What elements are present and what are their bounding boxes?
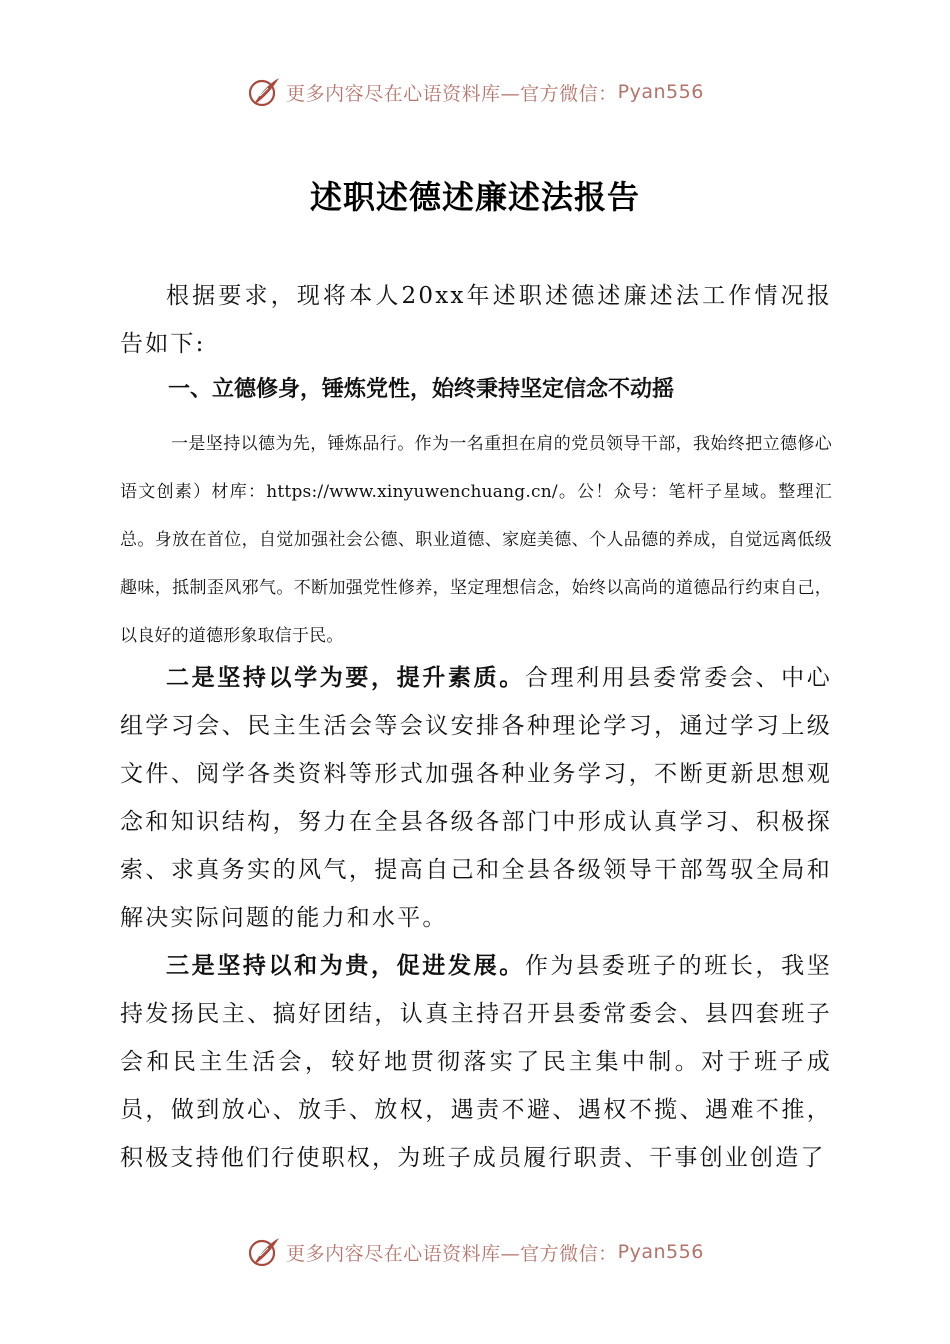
section-heading-1: 一、立德修身，锤炼党性，始终秉持坚定信念不动摇	[168, 377, 675, 402]
paragraph-2-lead: 二是坚持以学为要，提升素质。	[166, 664, 525, 691]
feather-pen-circle-icon	[246, 74, 282, 110]
banner-wechat-id: Pyan556	[617, 81, 704, 103]
paragraph-2-body: 合理利用县委常委会、中心组学习会、民主生活会等会议安排各种理论学习，通过学习上级文件、阅学各类资料等形式加强各种业务学习，不断更新思想观念和知识结构，努力在全县各级各部门中形成认真学习、积极探索、求真务实的风气，提高自己和全县各级领导干部驾驭全局和解决实际问题的能力和水平。	[120, 665, 832, 931]
para1-block	[120, 420, 832, 660]
paragraph-3-lead: 三是坚持以和为贵，促进发展。	[166, 952, 525, 979]
paragraph-2	[120, 654, 832, 942]
intro-paragraph: 根据要求，现将本人20xx年述职述德述廉述法工作情况报告如下:	[120, 283, 832, 357]
para3-block	[120, 942, 832, 1182]
document-title: 述职述德述廉述法报告	[309, 178, 640, 216]
feather-pen-circle-icon	[246, 1234, 282, 1270]
header-banner	[0, 72, 950, 112]
banner-text: 更多内容尽在心语资料库—官方微信：	[286, 1242, 618, 1265]
para2-block	[120, 654, 832, 942]
banner-text: 更多内容尽在心语资料库—官方微信：	[286, 82, 618, 105]
paragraph-3	[120, 942, 832, 1182]
footer-banner	[0, 1232, 950, 1272]
banner-wechat-id: Pyan556	[617, 1241, 704, 1263]
paragraph-1: 一是坚持以德为先，锤炼品行。作为一名重担在肩的党员领导干部，我始终把立德修心语文创素）材库：https://www.xinyuwenchuang.cn/。公！众号：笔杆子星域。整理汇总。身放在首位，自觉加强社会公德、职业道德、家庭美德、个人品德的养成，自觉远离低级趣味，抵制歪风邪气。不断加强党性修养，坚定理想信念，始终以高尚的道德品行约束自己，以良好的道德形象取信于民。	[120, 434, 832, 646]
intro-block	[120, 272, 832, 368]
paragraph-3-body: 作为县委班子的班长，我坚持发扬民主、搞好团结，认真主持召开县委常委会、县四套班子会和民主生活会，较好地贯彻落实了民主集中制。对于班子成员，做到放心、放手、放权，遇责不避、遇权不揽、遇难不推，积极支持他们行使职权，为班子成员履行职责、干事创业创造了	[120, 953, 832, 1171]
